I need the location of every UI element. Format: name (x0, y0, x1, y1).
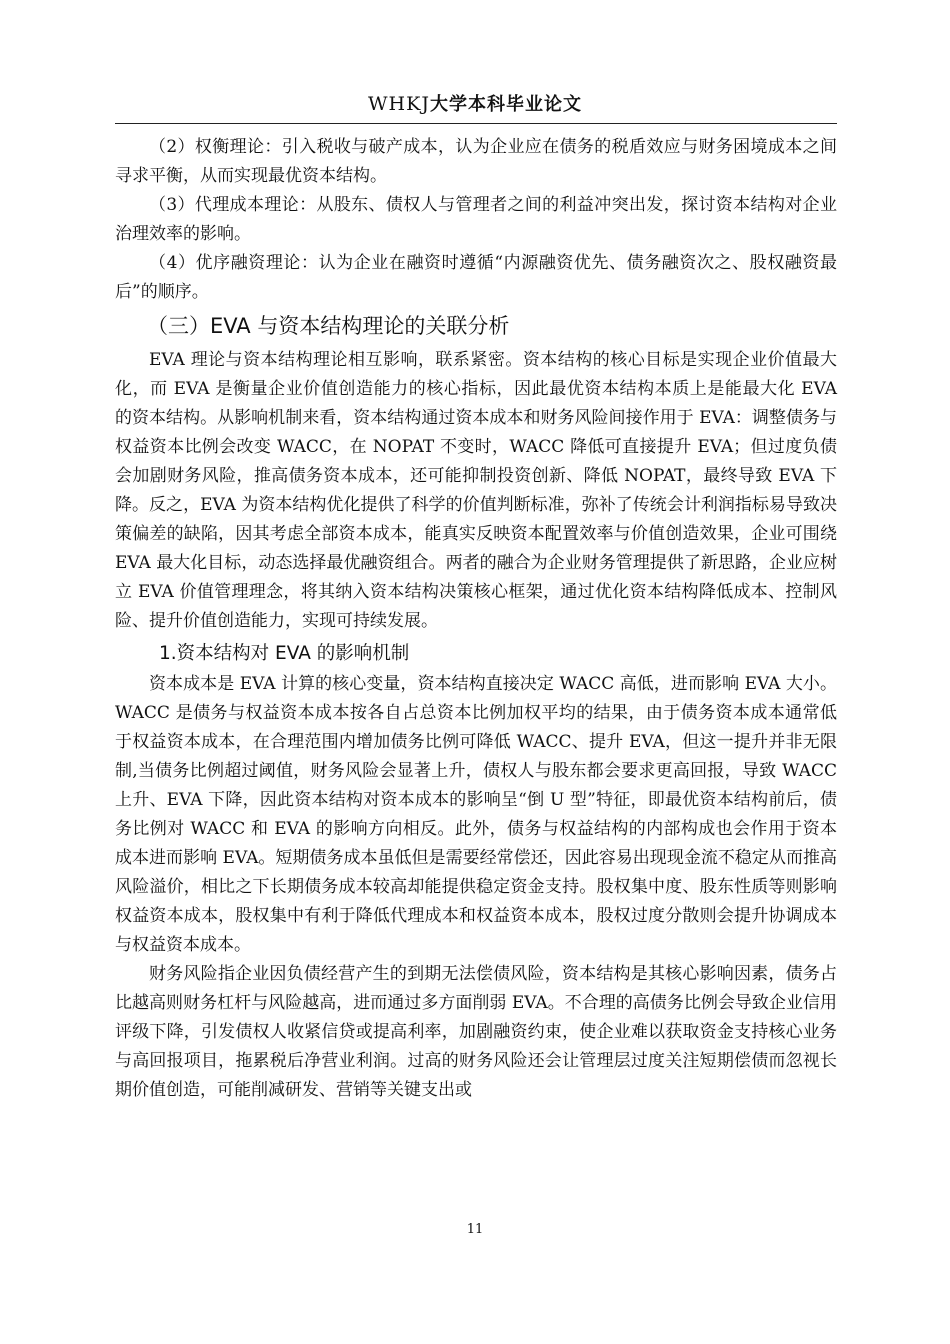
paragraph-agency-cost-theory: （3）代理成本理论：从股东、债权人与管理者之间的利益冲突出发，探讨资本结构对企业治理效率的影响。 (115, 195, 837, 244)
paragraph-financial-risk: 财务风险指企业因负债经营产生的到期无法偿债风险，资本结构是其核心影响因素，债务占比越高则财务杠杆与风险越高，进而通过多方面削弱 EVA。不合理的高债务比例会导致企业信用评级下降，引发债权人收紧信贷或提高利率，加剧融资约束，使企业难以获取资金支持核心业务与高回报项目，拖累税后净营业利润。过高的财务风险还会让管理层过度关注短期偿债而忽视长期价值创造，可能削减研发、营销等关键支出或 (115, 964, 837, 1100)
header-prefix: WHKJ (368, 93, 430, 115)
page-header (0, 90, 950, 116)
paragraph-capital-cost: 资本成本是 EVA 计算的核心变量，资本结构直接决定 WACC 高低，进而影响 EVA 大小。WACC 是债务与权益资本成本按各自占总资本比例加权平均的结果，由于债务资本成本通常低于权益资本成本，在合理范围内增加债务比例可降低 WACC、提升 EVA，但这一提升并非无限制,当债务比例超过阈值，财务风险会显著上升，债权人与股东都会要求更高回报，导致 WACC 上升、EVA 下降，因此资本结构对资本成本的影响呈“倒 U 型”特征，即最优资本结构前后，债务比例对 WACC 和 EVA 的影响方向相反。此外，债务与权益结构的内部构成也会作用于资本成本进而影响 EVA。短期债务成本虽低但是需要经常偿还，因此容易出现现金流不稳定从而推高风险溢价，相比之下长期债务成本较高却能提供稳定资金支持。股权集中度、股东性质等则影响权益资本成本，股权集中有利于降低代理成本和权益资本成本，股权过度分散则会提升协调成本与权益资本成本。 (115, 674, 837, 955)
page-body (115, 133, 837, 1105)
subsection-heading: 1.资本结构对 EVA 的影响机制 (159, 643, 410, 664)
paragraph-pecking-order-theory: （4）优序融资理论：认为企业在融资时遵循“内源融资优先、债务融资次之、股权融资最后”的顺序。 (115, 253, 837, 302)
page-number: 11 (466, 1222, 484, 1237)
paragraph-tradeoff-theory: （2）权衡理论：引入税收与破产成本，认为企业应在债务的税盾效应与财务困境成本之间寻求平衡，从而实现最优资本结构。 (115, 137, 837, 186)
section-heading: （三）EVA 与资本结构理论的关联分析 (147, 314, 510, 338)
paragraph-eva-capital-structure: EVA 理论与资本结构理论相互影响，联系紧密。资本结构的核心目标是实现企业价值最大化，而 EVA 是衡量企业价值创造能力的核心指标，因此最优资本结构本质上是能最大化 EVA 的资本结构。从影响机制来看，资本结构通过资本成本和财务风险间接作用于 EVA：调整债务与权益资本比例会改变 WACC，在 NOPAT 不变时，WACC 降低可直接提升 EVA；但过度负债会加剧财务风险，推高债务资本成本，还可能抑制投资创新、降低 NOPAT，最终导致 EVA 下降。反之，EVA 为资本结构优化提供了科学的价值判断标准，弥补了传统会计利润指标易导致决策偏差的缺陷，因其考虑全部资本成本，能真实反映资本配置效率与价值创造效果，企业可围绕 EVA 最大化目标，动态选择最优融资组合。两者的融合为企业财务管理提供了新思路，企业应树立 EVA 价值管理理念，将其纳入资本结构决策核心框架，通过优化资本结构降低成本、控制风险、提升价值创造能力，实现可持续发展。 (115, 350, 837, 631)
header-divider (115, 123, 837, 124)
header-title: 大学本科毕业论文 (429, 94, 582, 115)
